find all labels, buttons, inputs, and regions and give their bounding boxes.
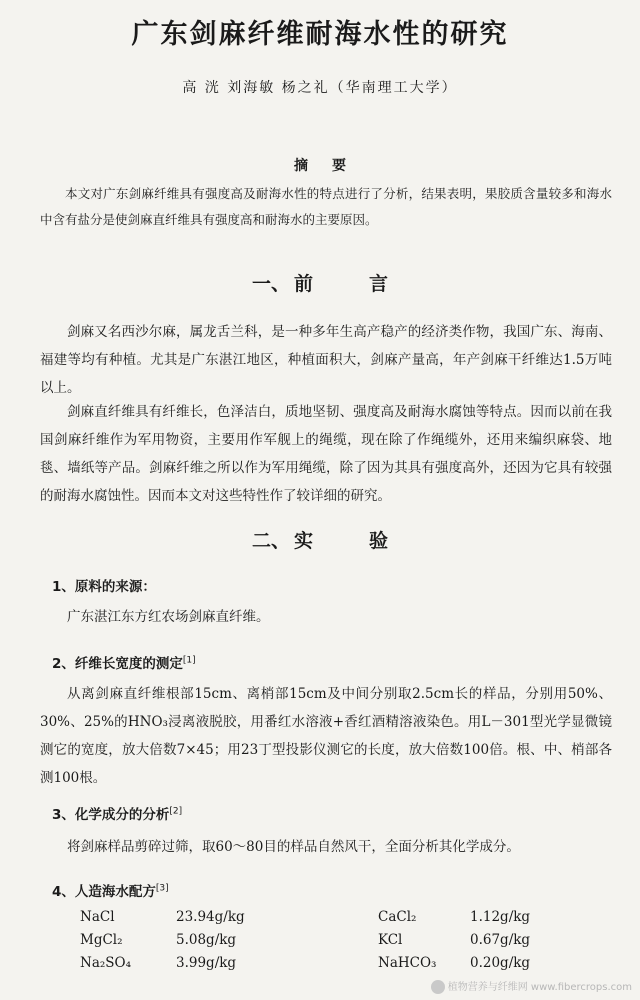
reference-mark: [1] (182, 655, 196, 666)
formula-compound: CaCl₂ (378, 909, 417, 925)
intro-paragraph-2: 剑麻直纤维具有纤维长，色泽洁白，质地坚韧、强度高及耐海水腐蚀等特点。因而以前在我国剑麻纤维作为军用物资，主要用作军舰上的绳缆，现在除了作绳缆外，还用来编织麻袋、地毯、墙纸等产品。剑麻纤维之所以作为军用绳缆，除了因为其具有强度高外，还因为它具有较强的耐海水腐蚀性。因而本文对这些特性作了较详细的研究。 (40, 404, 612, 504)
abstract-heading-char-1: 摘 (294, 158, 308, 174)
intro-paragraph-1: 剑麻又名西沙尔麻，属龙舌兰科，是一种多年生高产稳产的经济类作物，我国广东、海南、福建等均有种植。尤其是广东湛江地区，种植面积大，剑麻产量高，年产剑麻干纤维达1.5万吨以上。 (40, 324, 612, 396)
formula-amount: 23.94g/kg (176, 909, 245, 925)
seawater-formula-table (80, 906, 600, 975)
subsection-text-2: 从离剑麻直纤维根部15cm、离梢部15cm及中间分别取2.5cm长的样品，分别用50%、30%、25%的HNO₃浸离液脱胶，用番红水溶液+香红酒精溶液染色。用L－301型光学显微镜测它的宽度，放大倍数7×45；用23丁型投影仪测它的长度，放大倍数100倍。根、中、梢部各测100根。 (40, 686, 612, 786)
formula-compound: Na₂SO₄ (80, 955, 132, 971)
subsection-text-3: 将剑麻样品剪碎过筛，取60～80目的样品自然风干，全面分析其化学成分。 (67, 839, 520, 855)
reference-mark: [2] (169, 806, 183, 817)
formula-amount: 0.67g/kg (470, 932, 531, 948)
section-title-part-1: 前 (293, 273, 313, 295)
subsection-title-4-text: 4、人造海水配方 (52, 884, 156, 900)
subsection-title-3 (52, 803, 182, 823)
subsection-title-4 (52, 880, 169, 900)
abstract-heading-char-2: 要 (332, 158, 346, 174)
formula-compound: NaHCO₃ (378, 955, 437, 971)
formula-row (80, 929, 600, 952)
formula-amount: 1.12g/kg (470, 909, 531, 925)
watermark-logo-icon (431, 980, 445, 994)
formula-compound: KCl (378, 932, 403, 948)
abstract-text: 本文对广东剑麻纤维具有强度高及耐海水性的特点进行了分析，结果表明，果胶质含量较多和海水中含有盐分是使剑麻直纤维具有强度高和耐海水的主要原因。 (40, 186, 612, 227)
section-number: 一、 (251, 273, 290, 295)
subsection-title-1: 1、原料的来源： (52, 579, 156, 595)
reference-mark: [3] (155, 883, 169, 894)
formula-row (80, 952, 600, 975)
subsection-title-2-text: 2、纤维长宽度的测定 (52, 656, 183, 672)
section-title-experiment (0, 526, 640, 553)
formula-amount: 3.99g/kg (176, 955, 237, 971)
section-title-part-1: 实 (293, 530, 313, 552)
paper-authors: 高 洸 刘海敏 杨之礼（华南理工大学） (182, 80, 458, 96)
formula-amount: 0.20g/kg (470, 955, 531, 971)
formula-compound: MgCl₂ (80, 932, 123, 948)
formula-compound: NaCl (80, 909, 115, 925)
site-watermark (431, 978, 632, 994)
section-title-intro (0, 269, 640, 296)
watermark-text: 植物营养与纤维网 www.fibercrops.com (447, 982, 632, 993)
abstract-heading (0, 155, 640, 175)
formula-row (80, 906, 600, 929)
section-title-part-2: 验 (369, 530, 389, 552)
subsection-title-3-text: 3、化学成分的分析 (52, 807, 170, 823)
subsection-title-2 (52, 652, 196, 672)
paper-title: 广东剑麻纤维耐海水性的研究 (131, 19, 509, 50)
section-title-part-2: 言 (369, 273, 389, 295)
section-number: 二、 (251, 530, 290, 552)
formula-amount: 5.08g/kg (176, 932, 237, 948)
subsection-text-1: 广东湛江东方红农场剑麻直纤维。 (67, 609, 270, 625)
